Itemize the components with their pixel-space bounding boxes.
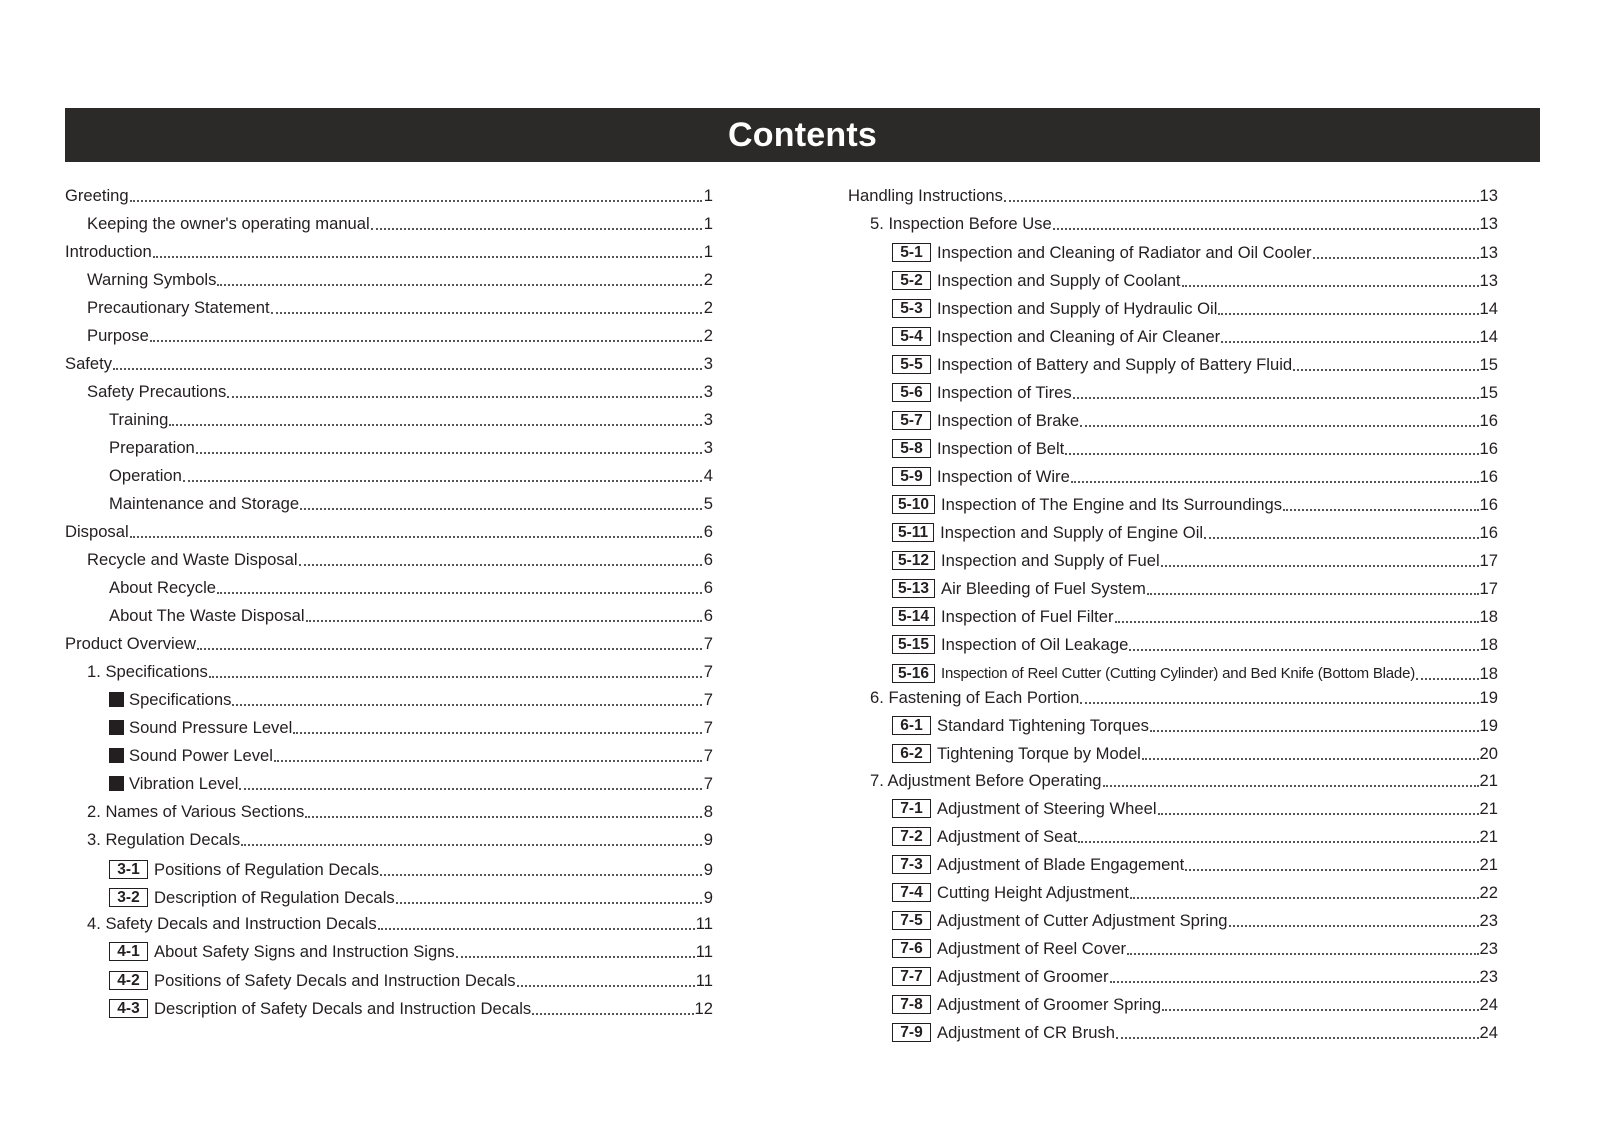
toc-entry[interactable] [848,740,1498,764]
toc-entry-label: 6. Fastening of Each Portion [870,688,1080,707]
toc-page-number: 7 [703,718,713,737]
toc-entry[interactable] [848,991,1498,1015]
toc-entry-label: 5. Inspection Before Use [870,214,1052,233]
toc-page-number: 11 [695,942,713,961]
toc-page-number: 6 [703,522,713,541]
toc-entry-label: Safety [65,354,113,373]
section-number-badge: 5-14 [892,607,935,626]
toc-entry[interactable] [848,851,1498,875]
toc-entry[interactable] [65,798,713,822]
section-number-badge: 5-9 [892,467,931,486]
toc-entry[interactable] [65,350,713,374]
toc-page-number: 2 [703,270,713,289]
dot-leader [1150,716,1479,732]
toc-entry-label: Inspection of Battery and Supply of Battery Fluid [937,355,1293,374]
toc-entry[interactable] [65,182,713,206]
toc-page-number: 9 [703,860,713,879]
toc-entry-label: Greeting [65,186,129,205]
toc-page-number: 17 [1479,579,1498,598]
toc-entry[interactable] [65,714,713,738]
toc-entry[interactable] [65,630,713,654]
toc-entry[interactable] [848,323,1498,347]
dot-leader [271,298,702,314]
toc-entry[interactable] [848,351,1498,375]
toc-entry-label: Inspection of Fuel Filter [941,607,1114,626]
toc-entry-label: Adjustment of Seat [937,827,1078,846]
dot-leader [1182,271,1479,287]
section-number-badge: 7-4 [892,883,931,902]
toc-entry-label: About The Waste Disposal [109,606,305,625]
toc-page-number: 7 [703,774,713,793]
dot-leader [1053,214,1479,230]
toc-page-number: 3 [703,410,713,429]
section-number-badge: 4-2 [109,971,148,990]
toc-entry-label: Description of Safety Decals and Instruction Decals [154,999,532,1018]
section-number-badge: 6-1 [892,716,931,735]
dot-leader [1142,744,1479,760]
toc-page-number: 15 [1479,355,1498,374]
toc-entry-label: Inspection and Cleaning of Air Cleaner [937,327,1221,346]
toc-page-number: 12 [694,999,713,1018]
dot-leader [1078,827,1478,843]
section-number-badge: 4-3 [109,999,148,1018]
dot-leader [1110,967,1479,983]
toc-entry-label: Training [109,410,169,429]
toc-page-number: 15 [1479,383,1498,402]
dot-leader [239,774,702,790]
section-number-badge: 5-12 [892,551,935,570]
toc-entry-label: Adjustment of Steering Wheel [937,799,1157,818]
dot-leader [456,942,695,958]
toc-page-number: 13 [1479,214,1498,233]
toc-entry[interactable] [848,491,1498,515]
toc-entry-label: Inspection of Brake [937,411,1080,430]
dot-leader [1313,243,1479,259]
dot-leader [1147,579,1479,595]
toc-entry[interactable] [65,434,713,458]
dot-leader [1115,607,1479,623]
section-number-badge: 5-15 [892,635,935,654]
toc-entry-label: Cutting Height Adjustment [937,883,1129,902]
section-number-badge: 5-7 [892,411,931,430]
toc-page-number: 18 [1479,607,1498,626]
dot-leader [378,914,695,930]
toc-entry[interactable] [848,795,1498,819]
toc-entry[interactable] [848,935,1498,959]
toc-entry-label: Sound Power Level [129,746,273,765]
toc-page-number: 1 [703,214,713,233]
toc-entry[interactable] [65,938,713,962]
toc-page-number: 21 [1479,827,1498,846]
toc-page-number: 3 [703,382,713,401]
dot-leader [1293,355,1478,371]
toc-entry-label: Inspection and Supply of Hydraulic Oil [937,299,1218,318]
toc-entry[interactable] [65,658,713,682]
toc-entry-label: Inspection of Reel Cutter (Cutting Cylinder) and Bed Knife (Bottom Blade) [941,665,1416,682]
dot-leader [1416,664,1479,680]
square-bullet-icon [109,748,124,763]
toc-entry-label: Inspection and Supply of Engine Oil [940,523,1204,542]
dot-leader [300,494,702,510]
dot-leader [209,662,702,678]
toc-page-number: 5 [703,494,713,513]
toc-entry[interactable] [65,406,713,430]
toc-page-number: 1 [703,242,713,261]
toc-page-number: 7 [703,662,713,681]
section-number-badge: 6-2 [892,744,931,763]
toc-entry-label: Inspection of Wire [937,467,1070,486]
toc-entry-label: Adjustment of Groomer Spring [937,995,1162,1014]
toc-entry[interactable] [65,910,713,934]
toc-entry-label: Preparation [109,438,195,457]
dot-leader [196,438,702,454]
toc-entry[interactable] [65,856,713,880]
dot-leader [1162,995,1478,1011]
toc-page-number: 24 [1479,995,1498,1014]
toc-page-number: 21 [1479,799,1498,818]
toc-page-number: 16 [1479,495,1498,514]
toc-entry-label: Operation [109,466,182,485]
section-number-badge: 5-16 [892,664,935,683]
dot-leader [1229,911,1479,927]
dot-leader [274,746,702,762]
contents-banner [65,108,1540,162]
toc-page-number: 9 [703,830,713,849]
toc-entry-label: Inspection and Supply of Fuel [941,551,1160,570]
dot-leader [306,606,702,622]
toc-entry-label: Maintenance and Storage [109,494,300,513]
dot-leader [153,242,702,258]
toc-page-number: 14 [1479,327,1498,346]
toc-page-number: 21 [1479,771,1498,790]
section-number-badge: 5-10 [892,495,935,514]
toc-entry[interactable] [848,631,1498,655]
toc-entry-label: 3. Regulation Decals [87,830,241,849]
dot-leader [241,830,702,846]
toc-entry-label: Sound Pressure Level [129,718,293,737]
toc-entry[interactable] [65,686,713,710]
toc-entry-label: Adjustment of Cutter Adjustment Spring [937,911,1228,930]
toc-page-number: 7 [703,634,713,653]
section-number-badge: 5-4 [892,327,931,346]
section-number-badge: 7-6 [892,939,931,958]
section-number-badge: 7-5 [892,911,931,930]
section-number-badge: 5-6 [892,383,931,402]
dot-leader [1185,855,1478,871]
toc-page-number: 16 [1479,523,1498,542]
dot-leader [130,186,702,202]
toc-entry[interactable] [848,547,1498,571]
section-number-badge: 3-2 [109,888,148,907]
toc-entry-label: Handling Instructions [848,186,1003,205]
dot-leader [1080,688,1478,704]
toc-entry-label: Recycle and Waste Disposal [87,550,298,569]
toc-entry-label: About Recycle [109,578,216,597]
toc-page-number: 16 [1479,439,1498,458]
toc-page-number: 6 [703,578,713,597]
dot-leader [1127,939,1478,955]
toc-entry[interactable] [848,684,1498,708]
toc-entry-label: Vibration Level [129,774,239,793]
toc-page-number: 16 [1479,467,1498,486]
toc-page-number: 6 [703,606,713,625]
toc-entry[interactable] [65,770,713,794]
toc-entry[interactable] [65,238,713,262]
toc-entry-label: Adjustment of Reel Cover [937,939,1127,958]
toc-entry[interactable] [65,602,713,626]
dot-leader [1130,883,1479,899]
toc-entry[interactable] [848,712,1498,736]
toc-page-number: 8 [703,802,713,821]
toc-entry[interactable] [848,575,1498,599]
toc-page-number: 18 [1479,635,1498,654]
dot-leader [1218,299,1478,315]
toc-entry[interactable] [848,210,1498,234]
toc-entry-label: Warning Symbols [87,270,217,289]
section-number-badge: 7-1 [892,799,931,818]
dot-leader [1073,383,1479,399]
toc-entry-label: Inspection and Cleaning of Radiator and Oil Cooler [937,243,1312,262]
toc-page-number: 23 [1479,967,1498,986]
toc-page-number: 23 [1479,911,1498,930]
toc-page-number: 7 [703,690,713,709]
dot-leader [150,326,702,342]
dot-leader [371,214,702,230]
toc-entry[interactable] [848,463,1498,487]
toc-entry[interactable] [65,967,713,991]
section-number-badge: 7-9 [892,1023,931,1042]
toc-entry[interactable] [848,295,1498,319]
section-number-badge: 5-2 [892,271,931,290]
toc-page-number: 1 [703,186,713,205]
toc-entry-label: Positions of Regulation Decals [154,860,380,879]
section-number-badge: 5-13 [892,579,935,598]
toc-page-number: 16 [1479,411,1498,430]
toc-entry-label: Tightening Torque by Model [937,744,1141,763]
dot-leader [217,270,702,286]
dot-leader [1116,1023,1479,1039]
toc-entry[interactable] [848,267,1498,291]
toc-entry[interactable] [848,379,1498,403]
toc-page-number: 2 [703,298,713,317]
square-bullet-icon [109,776,124,791]
toc-entry-label: Purpose [87,326,149,345]
dot-leader [299,550,702,566]
dot-leader [232,690,702,706]
toc-entry[interactable] [65,884,713,908]
toc-entry[interactable] [848,182,1498,206]
section-number-badge: 7-7 [892,967,931,986]
dot-leader [1221,327,1478,343]
toc-entry-label: Precautionary Statement [87,298,270,317]
dot-leader [380,860,702,876]
dot-leader [1204,523,1478,539]
toc-entry-label: Keeping the owner's operating manual [87,214,370,233]
toc-page-number: 13 [1479,243,1498,262]
toc-entry-label: Introduction [65,242,152,261]
toc-entry-label: Positions of Safety Decals and Instruction Decals [154,971,516,990]
toc-page-number: 11 [695,914,713,933]
toc-entry[interactable] [65,294,713,318]
section-number-badge: 5-5 [892,355,931,374]
toc-entry[interactable] [848,407,1498,431]
toc-page-number: 3 [703,354,713,373]
toc-page-number: 19 [1479,688,1498,707]
toc-page-number: 2 [703,326,713,345]
toc-page-number: 14 [1479,299,1498,318]
section-number-badge: 5-8 [892,439,931,458]
toc-page-number: 7 [703,746,713,765]
toc-page-number: 9 [703,888,713,907]
dot-leader [169,410,702,426]
section-number-badge: 5-3 [892,299,931,318]
toc-entry[interactable] [848,239,1498,263]
toc-entry[interactable] [65,518,713,542]
dot-leader [1004,186,1479,202]
toc-entry[interactable] [65,995,713,1019]
toc-entry-label: Specifications [129,690,232,709]
toc-page-number: 13 [1479,186,1498,205]
toc-entry[interactable] [848,879,1498,903]
dot-leader [1161,551,1479,567]
toc-page-number: 23 [1479,939,1498,958]
toc-entry-label: 2. Names of Various Sections [87,802,305,821]
dot-leader [197,634,702,650]
toc-entry-label: Adjustment of Blade Engagement [937,855,1185,874]
dot-leader [305,802,702,818]
dot-leader [396,888,702,904]
toc-entry[interactable] [65,462,713,486]
dot-leader [1283,495,1478,511]
toc-entry[interactable] [848,603,1498,627]
square-bullet-icon [109,692,124,707]
toc-page-number: 21 [1479,855,1498,874]
toc-entry[interactable] [65,574,713,598]
toc-page-number: 6 [703,550,713,569]
toc-entry-label: Safety Precautions [87,382,227,401]
section-number-badge: 3-1 [109,860,148,879]
toc-entry[interactable] [65,322,713,346]
toc-entry-label: Inspection and Supply of Coolant [937,271,1181,290]
dot-leader [293,718,702,734]
toc-entry-label: Inspection of Belt [937,439,1065,458]
toc-page-number: 3 [703,438,713,457]
toc-page-number: 13 [1479,271,1498,290]
toc-entry-label: Inspection of Oil Leakage [941,635,1129,654]
dot-leader [130,522,702,538]
toc-entry-label: Inspection of Tires [937,383,1072,402]
toc-entry[interactable] [848,1019,1498,1043]
toc-entry-label: About Safety Signs and Instruction Signs [154,942,455,961]
dot-leader [227,382,702,398]
dot-leader [183,466,702,482]
toc-entry-label: Standard Tightening Torques [937,716,1149,735]
toc-entry[interactable] [65,742,713,766]
toc-entry[interactable] [65,378,713,402]
section-number-badge: 7-2 [892,827,931,846]
section-number-badge: 5-11 [892,523,934,542]
section-number-badge: 7-3 [892,855,931,874]
square-bullet-icon [109,720,124,735]
toc-page-number: 11 [695,971,713,990]
toc-page-number: 22 [1479,883,1498,902]
dot-leader [1103,771,1479,787]
section-number-badge: 7-8 [892,995,931,1014]
toc-entry[interactable] [65,490,713,514]
toc-entry[interactable] [65,826,713,850]
toc-page-number: 17 [1479,551,1498,570]
dot-leader [1071,467,1479,483]
toc-entry[interactable] [848,519,1498,543]
toc-page-number: 24 [1479,1023,1498,1042]
toc-entry-label: Air Bleeding of Fuel System [941,579,1146,598]
toc-entry[interactable] [65,266,713,290]
dot-leader [113,354,702,370]
dot-leader [1158,799,1479,815]
toc-entry-label: Product Overview [65,634,196,653]
toc-entry[interactable] [848,963,1498,987]
section-number-badge: 4-1 [109,942,148,961]
toc-entry-label: Adjustment of Groomer [937,967,1109,986]
toc-entry-label: Inspection of The Engine and Its Surroundings [941,495,1283,514]
toc-entry[interactable] [65,546,713,570]
toc-entry-label: 7. Adjustment Before Operating [870,771,1102,790]
toc-entry[interactable] [848,435,1498,459]
dot-leader [217,578,702,594]
toc-page-number: 4 [703,466,713,485]
toc-page-number: 20 [1479,744,1498,763]
toc-entry[interactable] [65,210,713,234]
dot-leader [517,971,695,987]
page-title: Contents [728,115,877,154]
toc-entry-label: Disposal [65,522,129,541]
dot-leader [1129,635,1478,651]
toc-entry[interactable] [848,823,1498,847]
dot-leader [532,999,693,1015]
toc-page-number: 19 [1479,716,1498,735]
toc-entry[interactable] [848,660,1498,684]
toc-entry-label: 4. Safety Decals and Instruction Decals [87,914,377,933]
toc-entry-label: 1. Specifications [87,662,208,681]
toc-entry[interactable] [848,907,1498,931]
toc-entry-label: Adjustment of CR Brush [937,1023,1115,1042]
toc-entry-label: Description of Regulation Decals [154,888,395,907]
section-number-badge: 5-1 [892,243,931,262]
toc-page-number: 18 [1479,664,1498,683]
dot-leader [1065,439,1478,455]
dot-leader [1080,411,1478,427]
toc-entry[interactable] [848,767,1498,791]
